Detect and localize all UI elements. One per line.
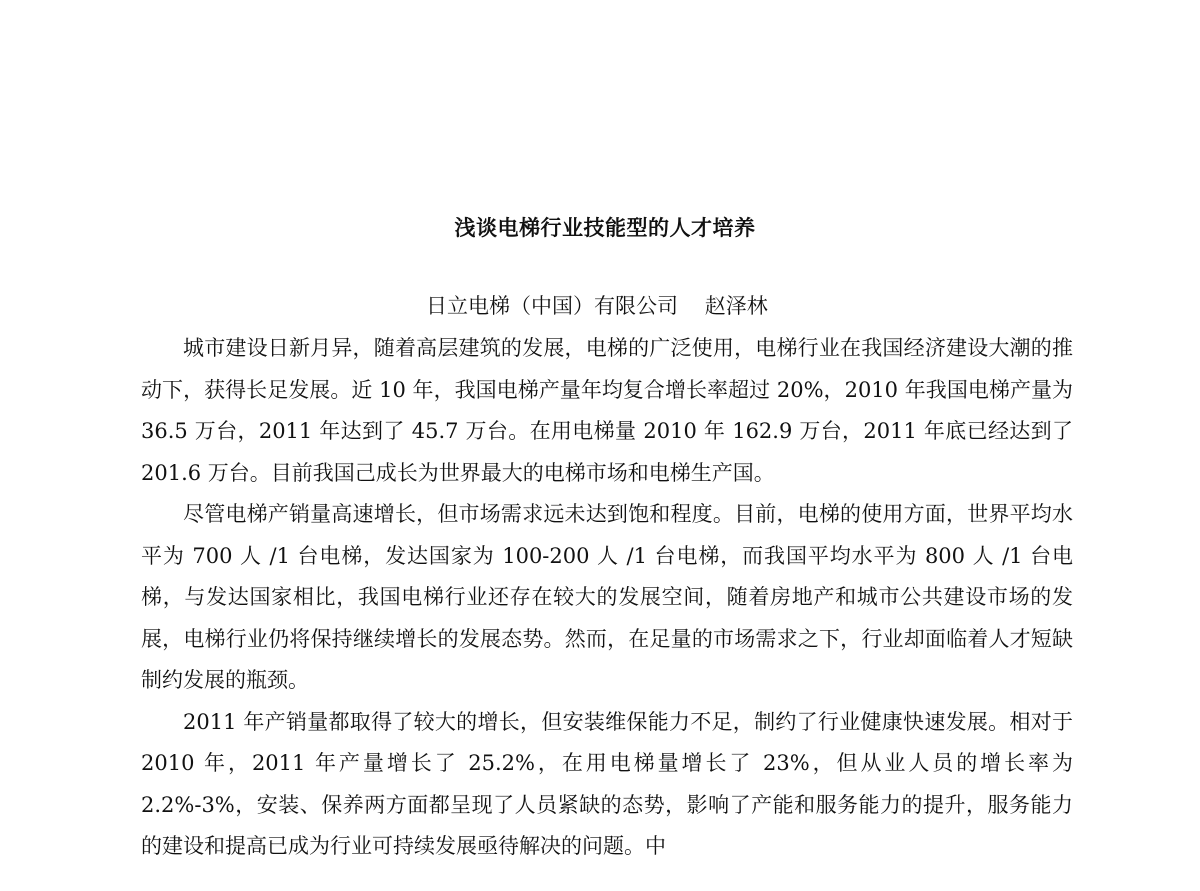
paragraph-3: 2011 年产销量都取得了较大的增长，但安装维保能力不足，制约了行业健康快速发展。相对于 2010 年，2011 年产量增长了 25.2%，在用电梯量增长了 23%，但从业人员的增长率为 2.2%-3%，安装、保养两方面都呈现了人员紧缺的态势，影响了产能和服务能力的提升，服务能力的建设和提高已成为行业可持续发展亟待解决的问题。中 bbox=[141, 709, 1073, 858]
byline bbox=[426, 290, 768, 322]
document-body bbox=[141, 328, 1073, 868]
paragraph-1: 城市建设日新月异，随着高层建筑的发展，电梯的广泛使用，电梯行业在我国经济建设大潮的推动下，获得长足发展。近 10 年，我国电梯产量年均复合增长率超过 20%，2010 年我国电梯产量为 36.5 万台，2011 年达到了 45.7 万台。在用电梯量 2010 年 162.9 万台，2011 年底已经达到了 201.6 万台。目前我国己成长为世界最大的电梯市场和电梯生产国。 bbox=[141, 336, 1073, 485]
paragraph-2: 尽管电梯产销量高速增长，但市场需求远未达到饱和程度。目前，电梯的使用方面，世界平均水平为 700 人 /1 台电梯，发达国家为 100-200 人 /1 台电梯，而我国平均水平为 800 人 /1 台电梯，与发达国家相比，我国电梯行业还存在较大的发展空间，随着房地产和城市公共建设市场的发展，电梯行业仍将保持继续增长的发展态势。然而，在足量的市场需求之下，行业却面临着人才短缺制约发展的瓶颈。 bbox=[141, 502, 1073, 692]
document-title: 浅谈电梯行业技能型的人才培养 bbox=[454, 216, 756, 240]
author-name: 赵泽林 bbox=[704, 294, 768, 318]
author-organization: 日立电梯（中国）有限公司 bbox=[426, 294, 678, 318]
